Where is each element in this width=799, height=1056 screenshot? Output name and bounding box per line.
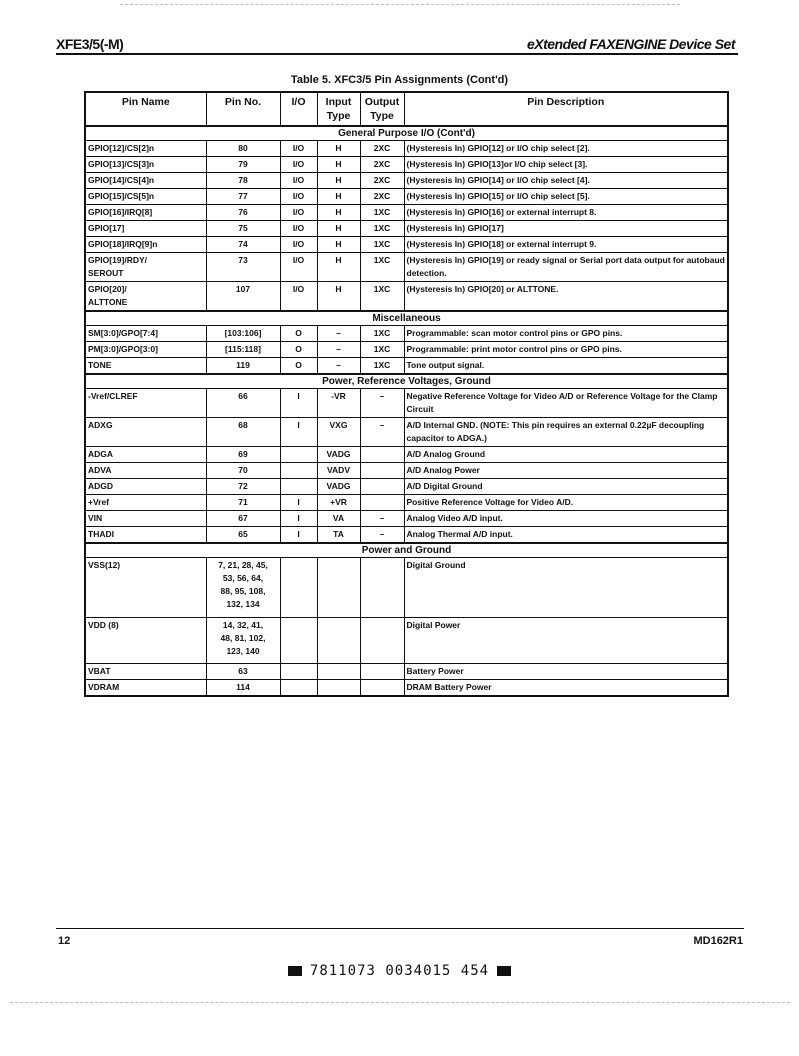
cell-pin-description: (Hysteresis In) GPIO[16] or external interrupt 8. — [404, 205, 728, 221]
cell-io: I/O — [280, 282, 317, 312]
cell-pin-name: GPIO[16]/IRQ[8] — [85, 205, 206, 221]
cell-pin-name: GPIO[19]/RDY/ SEROUT — [85, 253, 206, 282]
cell-input-type: – — [317, 326, 360, 342]
scan-artifact-bottom — [10, 1002, 790, 1003]
cell-output-type — [360, 680, 404, 697]
cell-output-type — [360, 664, 404, 680]
cell-pin-description: (Hysteresis In) GPIO[12] or I/O chip select [2]. — [404, 141, 728, 157]
table-row — [85, 253, 728, 282]
table-row — [85, 479, 728, 495]
cell-output-type: – — [360, 511, 404, 527]
cell-pin-name: THADI — [85, 527, 206, 544]
cell-io: I — [280, 527, 317, 544]
cell-pin-name: GPIO[20]/ ALTTONE — [85, 282, 206, 312]
cell-output-type: 1XC — [360, 221, 404, 237]
cell-output-type: 1XC — [360, 253, 404, 282]
cell-pin-name: GPIO[18]/IRQ[9]n — [85, 237, 206, 253]
table-row — [85, 495, 728, 511]
cell-input-type: H — [317, 221, 360, 237]
cell-io: O — [280, 342, 317, 358]
cell-pin-name: ADVA — [85, 463, 206, 479]
cell-input-type: -VR — [317, 389, 360, 418]
cell-pin-no: 114 — [206, 680, 280, 697]
table-row — [85, 282, 728, 312]
cell-pin-description: A/D Digital Ground — [404, 479, 728, 495]
cell-output-type: 1XC — [360, 358, 404, 375]
cell-pin-name: TONE — [85, 358, 206, 375]
cell-pin-name: ADXG — [85, 418, 206, 447]
cell-io: O — [280, 358, 317, 375]
cell-input-type: H — [317, 141, 360, 157]
cell-pin-description: Digital Ground — [404, 558, 728, 618]
cell-output-type: 2XC — [360, 141, 404, 157]
table-row — [85, 389, 728, 418]
cell-pin-no: 70 — [206, 463, 280, 479]
cell-output-type — [360, 479, 404, 495]
cell-output-type: – — [360, 418, 404, 447]
cell-pin-no: [103:106] — [206, 326, 280, 342]
cell-pin-description: Programmable: print motor control pins or GPO pins. — [404, 342, 728, 358]
cell-pin-no: 14, 32, 41, 48, 81, 102, 123, 140 — [206, 618, 280, 664]
table-title: Table 5. XFC3/5 Pin Assignments (Cont'd) — [290, 74, 509, 86]
section-title: General Purpose I/O (Cont'd) — [85, 126, 728, 141]
cell-pin-name: GPIO[12]/CS[2]n — [85, 141, 206, 157]
cell-input-type: VADG — [317, 479, 360, 495]
cell-pin-name: VSS(12) — [85, 558, 206, 618]
barcode-block-left — [288, 966, 302, 976]
header-left-title: XFE3/5(-M) — [56, 36, 124, 52]
col-header-io: I/O — [280, 92, 317, 126]
cell-input-type — [317, 664, 360, 680]
col-header-input-type: Input Type — [317, 92, 360, 126]
cell-input-type: H — [317, 237, 360, 253]
cell-io — [280, 680, 317, 697]
cell-pin-name: GPIO[15]/CS[5]n — [85, 189, 206, 205]
cell-input-type — [317, 618, 360, 664]
cell-input-type: H — [317, 205, 360, 221]
cell-input-type: H — [317, 282, 360, 312]
cell-pin-name: ADGA — [85, 447, 206, 463]
table-row — [85, 664, 728, 680]
section-header-row — [85, 543, 728, 558]
cell-input-type: TA — [317, 527, 360, 544]
cell-pin-no: 119 — [206, 358, 280, 375]
cell-pin-name: GPIO[14]/CS[4]n — [85, 173, 206, 189]
cell-pin-no: 63 — [206, 664, 280, 680]
cell-pin-description: Analog Video A/D input. — [404, 511, 728, 527]
cell-pin-no: 78 — [206, 173, 280, 189]
col-header-pin-no: Pin No. — [206, 92, 280, 126]
cell-pin-no: 73 — [206, 253, 280, 282]
cell-pin-no: 66 — [206, 389, 280, 418]
table-row — [85, 221, 728, 237]
cell-output-type: 1XC — [360, 282, 404, 312]
table-row — [85, 511, 728, 527]
cell-input-type: VADG — [317, 447, 360, 463]
cell-pin-description: (Hysteresis In) GPIO[15] or I/O chip select [5]. — [404, 189, 728, 205]
cell-io: I/O — [280, 189, 317, 205]
cell-pin-description: DRAM Battery Power — [404, 680, 728, 697]
cell-input-type — [317, 558, 360, 618]
cell-pin-description: (Hysteresis In) GPIO[13]or I/O chip select [3]. — [404, 157, 728, 173]
cell-pin-description: Negative Reference Voltage for Video A/D or Reference Voltage for the Clamp Circuit — [404, 389, 728, 418]
cell-pin-no: 7, 21, 28, 45, 53, 56, 64, 88, 95, 108, 132, 134 — [206, 558, 280, 618]
cell-pin-description: (Hysteresis In) GPIO[19] or ready signal or Serial port data output for autobaud detection. — [404, 253, 728, 282]
cell-io: O — [280, 326, 317, 342]
cell-pin-name: PM[3:0]/GPO[3:0] — [85, 342, 206, 358]
cell-pin-name: GPIO[17] — [85, 221, 206, 237]
cell-output-type: 2XC — [360, 189, 404, 205]
cell-io: I — [280, 495, 317, 511]
col-header-pin-description: Pin Description — [404, 92, 728, 126]
cell-io: I/O — [280, 173, 317, 189]
table-row — [85, 618, 728, 664]
cell-io: I/O — [280, 221, 317, 237]
cell-pin-name: ADGD — [85, 479, 206, 495]
cell-io: I/O — [280, 141, 317, 157]
scan-artifact-top — [120, 4, 680, 5]
cell-output-type: – — [360, 527, 404, 544]
cell-pin-no: 67 — [206, 511, 280, 527]
cell-input-type: H — [317, 173, 360, 189]
barcode-block-right — [497, 966, 511, 976]
cell-output-type: 2XC — [360, 173, 404, 189]
table-row — [85, 205, 728, 221]
pin-assignment-table — [84, 91, 729, 697]
table-row — [85, 447, 728, 463]
cell-pin-description: (Hysteresis In) GPIO[18] or external interrupt 9. — [404, 237, 728, 253]
cell-output-type — [360, 463, 404, 479]
cell-input-type: +VR — [317, 495, 360, 511]
cell-io: I/O — [280, 205, 317, 221]
cell-pin-no: 80 — [206, 141, 280, 157]
section-header-row — [85, 311, 728, 326]
cell-input-type — [317, 680, 360, 697]
cell-pin-no: 65 — [206, 527, 280, 544]
cell-io: I — [280, 418, 317, 447]
table-row — [85, 157, 728, 173]
cell-output-type — [360, 447, 404, 463]
header-rule — [56, 53, 738, 55]
cell-io — [280, 558, 317, 618]
cell-pin-name: -Vref/CLREF — [85, 389, 206, 418]
cell-output-type: 1XC — [360, 205, 404, 221]
cell-pin-description: (Hysteresis In) GPIO[20] or ALTTONE. — [404, 282, 728, 312]
table-row — [85, 463, 728, 479]
cell-pin-description: Programmable: scan motor control pins or GPO pins. — [404, 326, 728, 342]
document-code: MD162R1 — [693, 935, 743, 947]
cell-pin-name: VDD (8) — [85, 618, 206, 664]
cell-output-type — [360, 618, 404, 664]
cell-pin-name: VDRAM — [85, 680, 206, 697]
cell-pin-description: Positive Reference Voltage for Video A/D. — [404, 495, 728, 511]
cell-output-type: 1XC — [360, 326, 404, 342]
table-body — [85, 126, 728, 696]
footer-rule — [56, 928, 744, 929]
table-row — [85, 418, 728, 447]
cell-io — [280, 463, 317, 479]
cell-output-type — [360, 558, 404, 618]
cell-pin-name: GPIO[13]/CS[3]n — [85, 157, 206, 173]
table-row — [85, 141, 728, 157]
table-row — [85, 358, 728, 375]
cell-pin-no: 77 — [206, 189, 280, 205]
table-row — [85, 189, 728, 205]
cell-pin-no: 107 — [206, 282, 280, 312]
section-title: Power, Reference Voltages, Ground — [85, 374, 728, 389]
cell-io: I — [280, 389, 317, 418]
cell-pin-description: Tone output signal. — [404, 358, 728, 375]
cell-pin-name: +Vref — [85, 495, 206, 511]
cell-input-type: – — [317, 342, 360, 358]
cell-pin-no: 68 — [206, 418, 280, 447]
cell-output-type — [360, 495, 404, 511]
table-row — [85, 558, 728, 618]
table-row — [85, 680, 728, 697]
cell-pin-description: (Hysteresis In) GPIO[14] or I/O chip select [4]. — [404, 173, 728, 189]
cell-pin-no: 74 — [206, 237, 280, 253]
cell-pin-no: 75 — [206, 221, 280, 237]
cell-io — [280, 447, 317, 463]
table-row — [85, 342, 728, 358]
cell-pin-no: [115:118] — [206, 342, 280, 358]
barcode-text: 7811073 0034015 454 — [309, 963, 490, 979]
col-header-output-type: Output Type — [360, 92, 404, 126]
cell-pin-description: Battery Power — [404, 664, 728, 680]
cell-input-type: VXG — [317, 418, 360, 447]
cell-output-type: 1XC — [360, 342, 404, 358]
table-row — [85, 237, 728, 253]
cell-input-type: – — [317, 358, 360, 375]
section-title: Power and Ground — [85, 543, 728, 558]
section-title: Miscellaneous — [85, 311, 728, 326]
cell-pin-no: 76 — [206, 205, 280, 221]
cell-io — [280, 479, 317, 495]
section-header-row — [85, 126, 728, 141]
cell-input-type: VADV — [317, 463, 360, 479]
cell-pin-name: VBAT — [85, 664, 206, 680]
cell-io: I/O — [280, 253, 317, 282]
table-header-row — [85, 92, 728, 126]
table-row — [85, 326, 728, 342]
cell-pin-description: Digital Power — [404, 618, 728, 664]
cell-io: I/O — [280, 237, 317, 253]
cell-pin-name: SM[3:0]/GPO[7:4] — [85, 326, 206, 342]
cell-pin-description: A/D Analog Power — [404, 463, 728, 479]
cell-io — [280, 618, 317, 664]
cell-pin-no: 71 — [206, 495, 280, 511]
barcode-line — [0, 963, 799, 979]
cell-pin-no: 79 — [206, 157, 280, 173]
table-row — [85, 527, 728, 544]
cell-pin-name: VIN — [85, 511, 206, 527]
cell-input-type: VA — [317, 511, 360, 527]
cell-pin-description: A/D Analog Ground — [404, 447, 728, 463]
cell-pin-no: 69 — [206, 447, 280, 463]
table-row — [85, 173, 728, 189]
header-right-title: eXtended FAXENGINE Device Set — [526, 36, 735, 52]
page-number: 12 — [58, 935, 71, 947]
cell-pin-description: A/D Internal GND. (NOTE: This pin requires an external 0.22µF decoupling capacitor to ADGA.) — [404, 418, 728, 447]
cell-pin-description: Analog Thermal A/D input. — [404, 527, 728, 544]
cell-output-type: 1XC — [360, 237, 404, 253]
col-header-pin-name: Pin Name — [85, 92, 206, 126]
cell-io: I/O — [280, 157, 317, 173]
cell-input-type: H — [317, 157, 360, 173]
cell-input-type: H — [317, 253, 360, 282]
cell-io: I — [280, 511, 317, 527]
cell-input-type: H — [317, 189, 360, 205]
cell-pin-description: (Hysteresis In) GPIO[17] — [404, 221, 728, 237]
cell-output-type: 2XC — [360, 157, 404, 173]
section-header-row — [85, 374, 728, 389]
cell-pin-no: 72 — [206, 479, 280, 495]
cell-io — [280, 664, 317, 680]
cell-output-type: – — [360, 389, 404, 418]
